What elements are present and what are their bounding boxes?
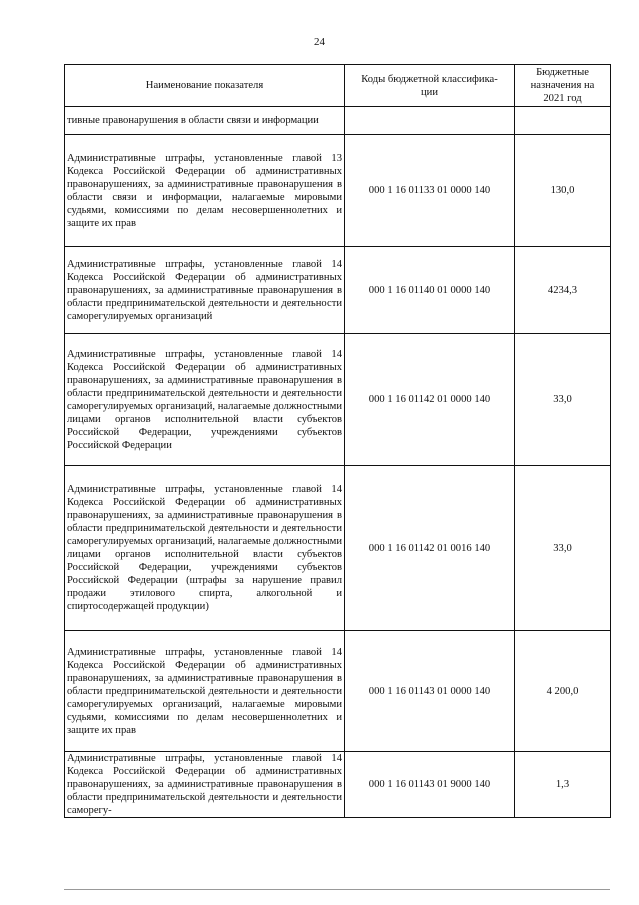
row-value: 1,3: [515, 752, 611, 818]
table-header-row: [65, 65, 611, 107]
budget-table: [64, 64, 611, 818]
row-value: 130,0: [515, 135, 611, 247]
row-code: 000 1 16 01133 01 0000 140: [345, 135, 515, 247]
header-budget-code: Коды бюджетной классифика- ции: [345, 65, 515, 107]
row-value: 4 200,0: [515, 631, 611, 752]
page-number: 24: [314, 36, 325, 48]
header-budget-allocation: Бюджетные назначения на 2021 год: [515, 65, 611, 107]
row-value: 33,0: [515, 466, 611, 631]
row-name: Административные штрафы, установленные главой 14 Кодекса Российской Федерации об административных правонарушениях, за административные правонарушения в области предпринимательской деятельности и деятельности саморегулируемых организаций, налагаемые должностными лицами органов исполнительной власти субъектов Российской Федерации, учреждениями субъектов Российской Федерации (штрафы за нарушение правил продажи этилового спирта, алкогольной и спиртосодержащей продукции): [65, 466, 345, 631]
row-name: Административные штрафы, установленные главой 14 Кодекса Российской Федерации об административных правонарушениях, за административные правонарушения в области предпринимательской деятельности и деятельности саморегулируемых организаций, налагаемые мировыми судьями, комиссиями по делам несовершеннолетних и защите их прав: [65, 631, 345, 752]
row-code: 000 1 16 01142 01 0000 140: [345, 334, 515, 466]
row-name: Административные штрафы, установленные главой 13 Кодекса Российской Федерации об административных правонарушениях, за административные правонарушения в области связи и информации, налагаемые мировыми судьями, комиссиями по делам несовершеннолетних и защите их прав: [65, 135, 345, 247]
row-code: [345, 107, 515, 135]
row-value: 4234,3: [515, 247, 611, 334]
row-name: тивные правонарушения в области связи и информации: [65, 107, 345, 135]
row-code: 000 1 16 01140 01 0000 140: [345, 247, 515, 334]
row-value: [515, 107, 611, 135]
table-row: [65, 334, 611, 466]
row-code: 000 1 16 01143 01 0000 140: [345, 631, 515, 752]
header-indicator-name: Наименование показателя: [65, 65, 345, 107]
row-name: Административные штрафы, установленные главой 14 Кодекса Российской Федерации об административных правонарушениях, за административные правонарушения в области предпринимательской деятельности и деятельности саморегулируемых организаций: [65, 247, 345, 334]
row-name: Административные штрафы, установленные главой 14 Кодекса Российской Федерации об административных правонарушениях, за административные правонарушения в области предпринимательской деятельности и деятельности саморегулируемых организаций, налагаемые должностными лицами органов исполнительной власти субъектов Российской Федерации, учреждениями субъектов Российской Федерации: [65, 334, 345, 466]
row-value: 33,0: [515, 334, 611, 466]
row-code: 000 1 16 01143 01 9000 140: [345, 752, 515, 818]
row-name: Административные штрафы, установленные главой 14 Кодекса Российской Федерации об административных правонарушениях, за административные правонарушения в области предпринимательской деятельности и деятельности саморегу-: [65, 752, 345, 818]
table-row: [65, 631, 611, 752]
table-row: [65, 107, 611, 135]
row-code: 000 1 16 01142 01 0016 140: [345, 466, 515, 631]
table-row: [65, 466, 611, 631]
table-row: [65, 247, 611, 334]
bottom-divider: [64, 889, 610, 890]
table-row: [65, 752, 611, 818]
table-row: [65, 135, 611, 247]
